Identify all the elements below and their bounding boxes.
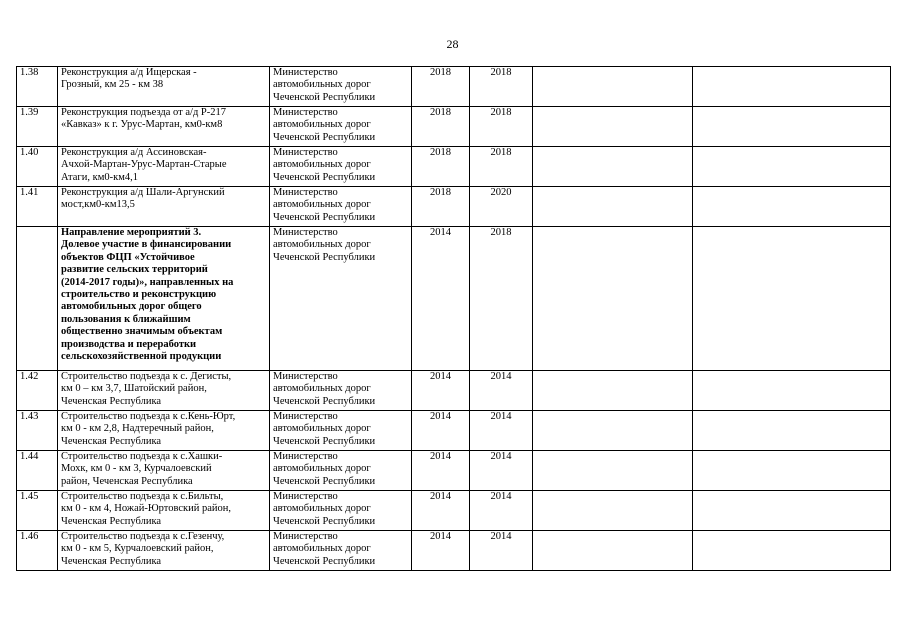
end-year: 2014 <box>470 411 533 451</box>
executor-line: Чеченской Республики <box>273 131 376 143</box>
measure-name-line: Строительство подъезда к с. Дегисты, <box>61 371 232 382</box>
row-number: 1.40 <box>17 147 58 187</box>
executor-line: Министерство <box>273 187 338 198</box>
start-year: 2018 <box>412 107 470 147</box>
measure-name-line: Долевое участие в финансировании <box>61 239 232 251</box>
measure-name-line: км 0 - км 2,8, Надтеречный район, <box>61 423 214 435</box>
executor-line: Министерство <box>273 67 338 78</box>
executor-line: автомобильных дорог <box>273 199 371 211</box>
empty-cell <box>533 147 693 187</box>
measure-name-line: Строительство подъезда к с.Бильты, <box>61 491 224 502</box>
table-row <box>17 147 891 187</box>
empty-cell <box>693 531 891 571</box>
measure-name-line: автомобильных дорог общего <box>61 301 202 313</box>
measure-name-line: «Кавказ» к г. Урус-Мартан, км0-км8 <box>61 119 223 131</box>
measure-name <box>58 227 270 371</box>
measure-name-line: Чеченская Республика <box>61 515 162 527</box>
executor-line: Чеченской Республики <box>273 171 376 183</box>
executor-line: Чеченской Республики <box>273 475 376 487</box>
table-row <box>17 371 891 411</box>
row-number: 1.38 <box>17 67 58 107</box>
end-year: 2014 <box>470 371 533 411</box>
table-row <box>17 227 891 371</box>
empty-cell <box>533 227 693 371</box>
empty-cell <box>693 227 891 371</box>
executor-line: автомобильных дорог <box>273 543 371 555</box>
table-row <box>17 491 891 531</box>
start-year: 2014 <box>412 371 470 411</box>
executor-line: Министерство <box>273 531 338 542</box>
executor-line: Чеченской Республики <box>273 251 376 263</box>
empty-cell <box>693 67 891 107</box>
measure-name-line: км 0 - км 4, Ножай-Юртовский район, <box>61 503 231 515</box>
row-number: 1.39 <box>17 107 58 147</box>
executor-line: автомобильных дорог <box>273 159 371 171</box>
start-year: 2014 <box>412 491 470 531</box>
executor <box>270 107 412 147</box>
measure-name-line: пользования к ближайшим <box>61 313 191 325</box>
executor <box>270 491 412 531</box>
measure-name <box>58 411 270 451</box>
measure-name <box>58 107 270 147</box>
measure-name-line: Направление мероприятий 3. <box>61 227 202 238</box>
start-year: 2014 <box>412 227 470 371</box>
executor <box>270 187 412 227</box>
row-number: 1.43 <box>17 411 58 451</box>
measure-name <box>58 371 270 411</box>
executor-line: автомобильных дорог <box>273 119 371 131</box>
executor <box>270 531 412 571</box>
measure-name-line: км 0 – км 3,7, Шатойский район, <box>61 383 207 395</box>
executor-line: Чеченской Республики <box>273 211 376 223</box>
measure-name-line: Чеченская Республика <box>61 435 162 447</box>
measure-name <box>58 531 270 571</box>
measure-name-line: сельскохозяйственной продукции <box>61 351 222 363</box>
start-year: 2014 <box>412 531 470 571</box>
empty-cell <box>533 451 693 491</box>
measure-name-line: Строительство подъезда к с.Гезенчу, <box>61 531 225 542</box>
measure-name <box>58 491 270 531</box>
executor-line: Чеченской Республики <box>273 555 376 567</box>
executor-line: Чеченской Республики <box>273 515 376 527</box>
start-year: 2018 <box>412 147 470 187</box>
executor-line: Министерство <box>273 227 338 238</box>
executor-line: Чеченской Республики <box>273 435 376 447</box>
end-year: 2018 <box>470 67 533 107</box>
empty-cell <box>533 371 693 411</box>
empty-cell <box>693 187 891 227</box>
executor-line: автомобильных дорог <box>273 423 371 435</box>
measure-name-line: Строительство подъезда к с.Кень-Юрт, <box>61 411 236 422</box>
executor-line: автомобильных дорог <box>273 79 371 91</box>
executor-line: автомобильных дорог <box>273 463 371 475</box>
measure-name-line: Реконструкция а/д Шали-Аргунский <box>61 187 225 198</box>
empty-cell <box>693 107 891 147</box>
empty-cell <box>693 491 891 531</box>
executor-line: Министерство <box>273 107 338 118</box>
executor-line: Чеченской Республики <box>273 91 376 103</box>
end-year: 2020 <box>470 187 533 227</box>
measure-name-line: Реконструкция а/д Ассиновская- <box>61 147 207 158</box>
table-row <box>17 531 891 571</box>
empty-cell <box>533 531 693 571</box>
executor-line: Министерство <box>273 147 338 158</box>
start-year: 2018 <box>412 187 470 227</box>
measure-name-line: Чеченская Республика <box>61 395 162 407</box>
measure-name-line: объектов ФЦП «Устойчивое <box>61 251 195 263</box>
measure-name-line: мост,км0-км13,5 <box>61 199 135 211</box>
executor-line: Министерство <box>273 451 338 462</box>
start-year: 2018 <box>412 67 470 107</box>
executor <box>270 371 412 411</box>
start-year: 2014 <box>412 451 470 491</box>
end-year: 2014 <box>470 491 533 531</box>
measure-name-line: Грозный, км 25 - км 38 <box>61 79 164 91</box>
measures-table <box>16 66 891 571</box>
table-row <box>17 67 891 107</box>
measure-name <box>58 187 270 227</box>
measure-name-line: производства и переработки <box>61 338 197 350</box>
measure-name-line: Чеченская Республика <box>61 555 162 567</box>
executor <box>270 227 412 371</box>
table-row <box>17 451 891 491</box>
executor-line: автомобильных дорог <box>273 239 371 251</box>
empty-cell <box>533 107 693 147</box>
measure-name-line: Реконструкция подъезда от а/д Р-217 <box>61 107 227 118</box>
executor-line: Чеченской Республики <box>273 395 376 407</box>
measure-name-line: район, Чеченская Республика <box>61 475 193 487</box>
executor-line: Министерство <box>273 411 338 422</box>
row-number: 1.45 <box>17 491 58 531</box>
empty-cell <box>693 411 891 451</box>
measure-name-line: Атаги, км0-км4,1 <box>61 171 138 183</box>
end-year: 2018 <box>470 227 533 371</box>
empty-cell <box>693 371 891 411</box>
page-number: 28 <box>446 37 459 51</box>
measure-name-line: Мохк, км 0 - км 3, Курчалоевский <box>61 463 212 475</box>
end-year: 2014 <box>470 531 533 571</box>
end-year: 2018 <box>470 107 533 147</box>
executor-line: автомобильных дорог <box>273 383 371 395</box>
end-year: 2018 <box>470 147 533 187</box>
row-number: 1.42 <box>17 371 58 411</box>
measure-name-line: Реконструкция а/д Ищерская - <box>61 67 197 78</box>
measure-name-line: км 0 - км 5, Курчалоевский район, <box>61 543 214 555</box>
executor-line: Министерство <box>273 491 338 502</box>
measure-name-line: строительство и реконструкцию <box>61 289 217 301</box>
executor-line: Министерство <box>273 371 338 382</box>
start-year: 2014 <box>412 411 470 451</box>
executor-line: автомобильных дорог <box>273 503 371 515</box>
end-year: 2014 <box>470 451 533 491</box>
measure-name <box>58 147 270 187</box>
empty-cell <box>533 491 693 531</box>
row-number: 1.41 <box>17 187 58 227</box>
measure-name-line: Строительство подъезда к с.Хашки- <box>61 451 223 462</box>
row-number: 1.44 <box>17 451 58 491</box>
measure-name-line: общественно значимым объектам <box>61 326 223 338</box>
measure-name-line: (2014-2017 годы)», направленных на <box>61 276 234 288</box>
measure-name <box>58 67 270 107</box>
executor <box>270 147 412 187</box>
empty-cell <box>533 187 693 227</box>
executor <box>270 67 412 107</box>
empty-cell <box>533 411 693 451</box>
row-number <box>17 227 58 371</box>
table-row <box>17 411 891 451</box>
table-row <box>17 187 891 227</box>
empty-cell <box>693 147 891 187</box>
table-row <box>17 107 891 147</box>
empty-cell <box>533 67 693 107</box>
empty-cell <box>693 451 891 491</box>
executor <box>270 411 412 451</box>
measure-name-line: Ачхой-Мартан-Урус-Мартан-Старые <box>61 159 227 171</box>
executor <box>270 451 412 491</box>
measure-name-line: развитие сельских территорий <box>61 264 208 276</box>
measure-name <box>58 451 270 491</box>
row-number: 1.46 <box>17 531 58 571</box>
